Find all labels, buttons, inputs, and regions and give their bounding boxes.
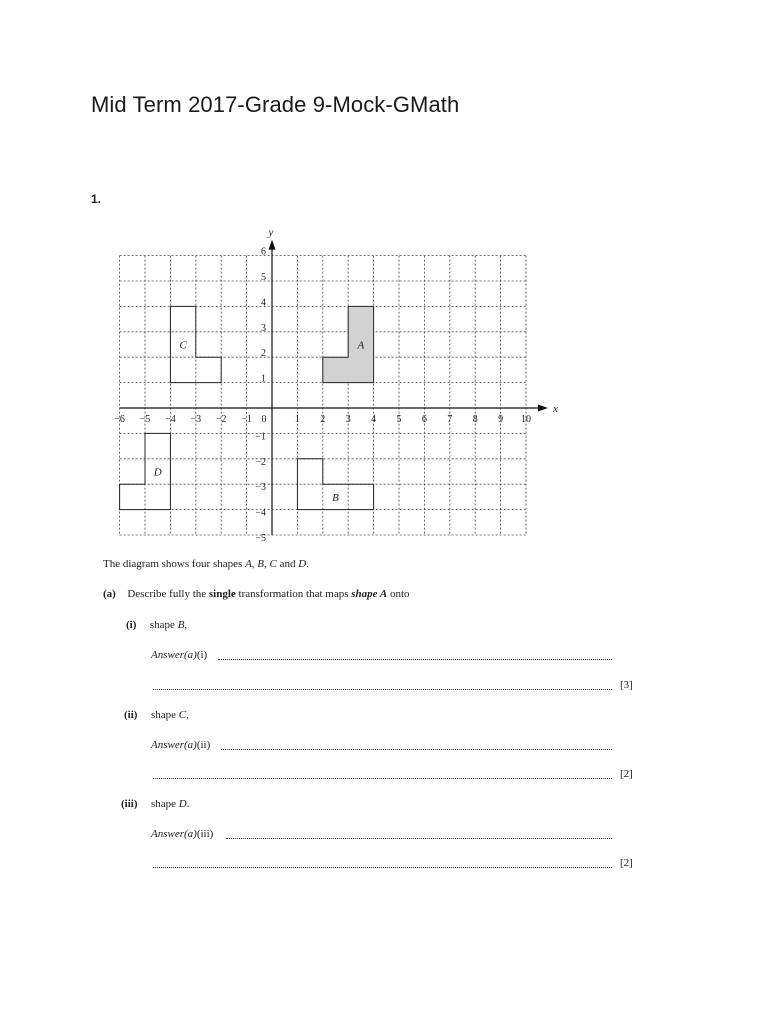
subpart-i: [126, 619, 187, 631]
x-tick-label: 9: [498, 414, 504, 425]
x-tick-label: 4: [371, 414, 377, 425]
y-tick-label: −1: [255, 431, 266, 443]
subpart-ii: [124, 709, 189, 721]
x-axis-arrow: [538, 405, 548, 412]
answer-line-ii-1[interactable]: [221, 748, 612, 750]
x-tick-label: 1: [294, 414, 300, 425]
x-tick-label: −4: [165, 414, 176, 425]
answer-line-iii-2[interactable]: [153, 866, 612, 868]
intro-shape-b: B: [257, 558, 265, 570]
page-title: Mid Term 2017-Grade 9-Mock-GMath: [91, 92, 460, 117]
shape-label-a: A: [357, 339, 365, 352]
answer-line-i-1[interactable]: [218, 658, 612, 660]
y-axis-label: y: [268, 226, 274, 239]
subpart-shape: C: [178, 709, 187, 721]
answer-line-label: [151, 828, 213, 840]
part-a-text-post: onto: [387, 588, 410, 600]
intro-shape-d: D: [298, 558, 307, 570]
marks: [2]: [620, 857, 633, 869]
answer-line-label: [151, 739, 210, 751]
y-tick-label: 6: [261, 246, 266, 258]
y-tick-label: 3: [261, 322, 266, 334]
y-tick-label: 4: [261, 297, 266, 309]
subpart-shape: B: [177, 619, 185, 631]
y-tick-label: 1: [261, 373, 266, 385]
answer-prefix: Answer(a): [151, 828, 197, 840]
part-a-text-mid: transformation that maps: [235, 588, 352, 600]
x-tick-label: −2: [215, 414, 227, 425]
answer-prefix: Answer(a): [151, 649, 197, 661]
x-axis-label: x: [553, 403, 558, 415]
x-tick-label: 2: [320, 414, 326, 425]
subpart-label: (ii): [124, 709, 138, 721]
answer-roman: (iii): [196, 828, 214, 840]
part-a-shape: shape A: [351, 588, 388, 600]
x-tick-label: −5: [139, 414, 151, 425]
x-tick-label: 10: [521, 414, 531, 425]
x-tick-label: 3: [345, 414, 351, 425]
y-tick-label: −2: [255, 456, 266, 468]
grid-lines: [120, 256, 526, 535]
subpart-text: shape: [149, 619, 178, 631]
shape-label-b: B: [332, 491, 339, 504]
subpart-label: (iii): [121, 798, 138, 810]
question-intro: [103, 558, 309, 570]
x-tick-label: 5: [396, 414, 402, 425]
subpart-text: shape: [150, 709, 179, 721]
intro-sep: ,: [264, 558, 270, 570]
shape-d: [120, 433, 171, 509]
y-axis-arrow: [269, 240, 276, 250]
subpart-text-post: ,: [186, 709, 189, 721]
intro-shape-a: A: [245, 558, 252, 570]
answer-roman: (i): [196, 649, 208, 661]
answer-line-i-2[interactable]: [153, 688, 612, 690]
part-a-label: (a): [103, 588, 116, 600]
y-tick-label: −5: [255, 533, 266, 544]
subpart-text: shape: [151, 798, 179, 810]
y-tick-label: −3: [255, 482, 266, 494]
x-tick-label: 6: [421, 414, 427, 425]
intro-and: and: [276, 558, 299, 570]
part-a-single: single: [208, 588, 236, 600]
marks: [3]: [620, 679, 633, 691]
y-tick-label: 5: [261, 272, 266, 283]
subpart-label: (i): [126, 619, 137, 631]
answer-line-ii-2[interactable]: [153, 777, 612, 779]
subpart-shape: D: [178, 798, 187, 810]
intro-shape-c: C: [269, 558, 277, 570]
shape-label-d: D: [153, 466, 162, 479]
y-tick-label: 2: [261, 348, 266, 360]
question-number: 1.: [91, 192, 102, 206]
intro-text: The diagram shows four shapes: [103, 558, 246, 570]
marks: [2]: [620, 768, 633, 780]
answer-line-label: [151, 649, 207, 661]
answer-line-iii-1[interactable]: [226, 837, 612, 839]
x-tick-label: −3: [190, 414, 202, 425]
x-tick-label: −6: [114, 414, 125, 425]
part-a-text: Describe fully the: [127, 588, 209, 600]
shape-c: [170, 306, 221, 382]
subpart-iii: [121, 798, 190, 810]
shape-a: [323, 306, 374, 382]
answer-prefix: Answer(a): [151, 739, 197, 751]
x-tick-label: 7: [447, 414, 453, 425]
shape-label-c: C: [179, 339, 187, 352]
intro-end: .: [306, 558, 309, 570]
subpart-text-post: .: [186, 798, 190, 810]
tick-labels: [114, 247, 531, 544]
x-tick-label: 8: [472, 414, 478, 425]
answer-roman: (ii): [196, 739, 211, 751]
subpart-text-post: ,: [184, 619, 188, 631]
x-tick-label: −1: [241, 414, 252, 425]
part-a: [103, 588, 410, 600]
x-tick-label: 0: [261, 414, 267, 425]
intro-sep: ,: [251, 558, 258, 570]
y-tick-label: −4: [255, 507, 266, 519]
